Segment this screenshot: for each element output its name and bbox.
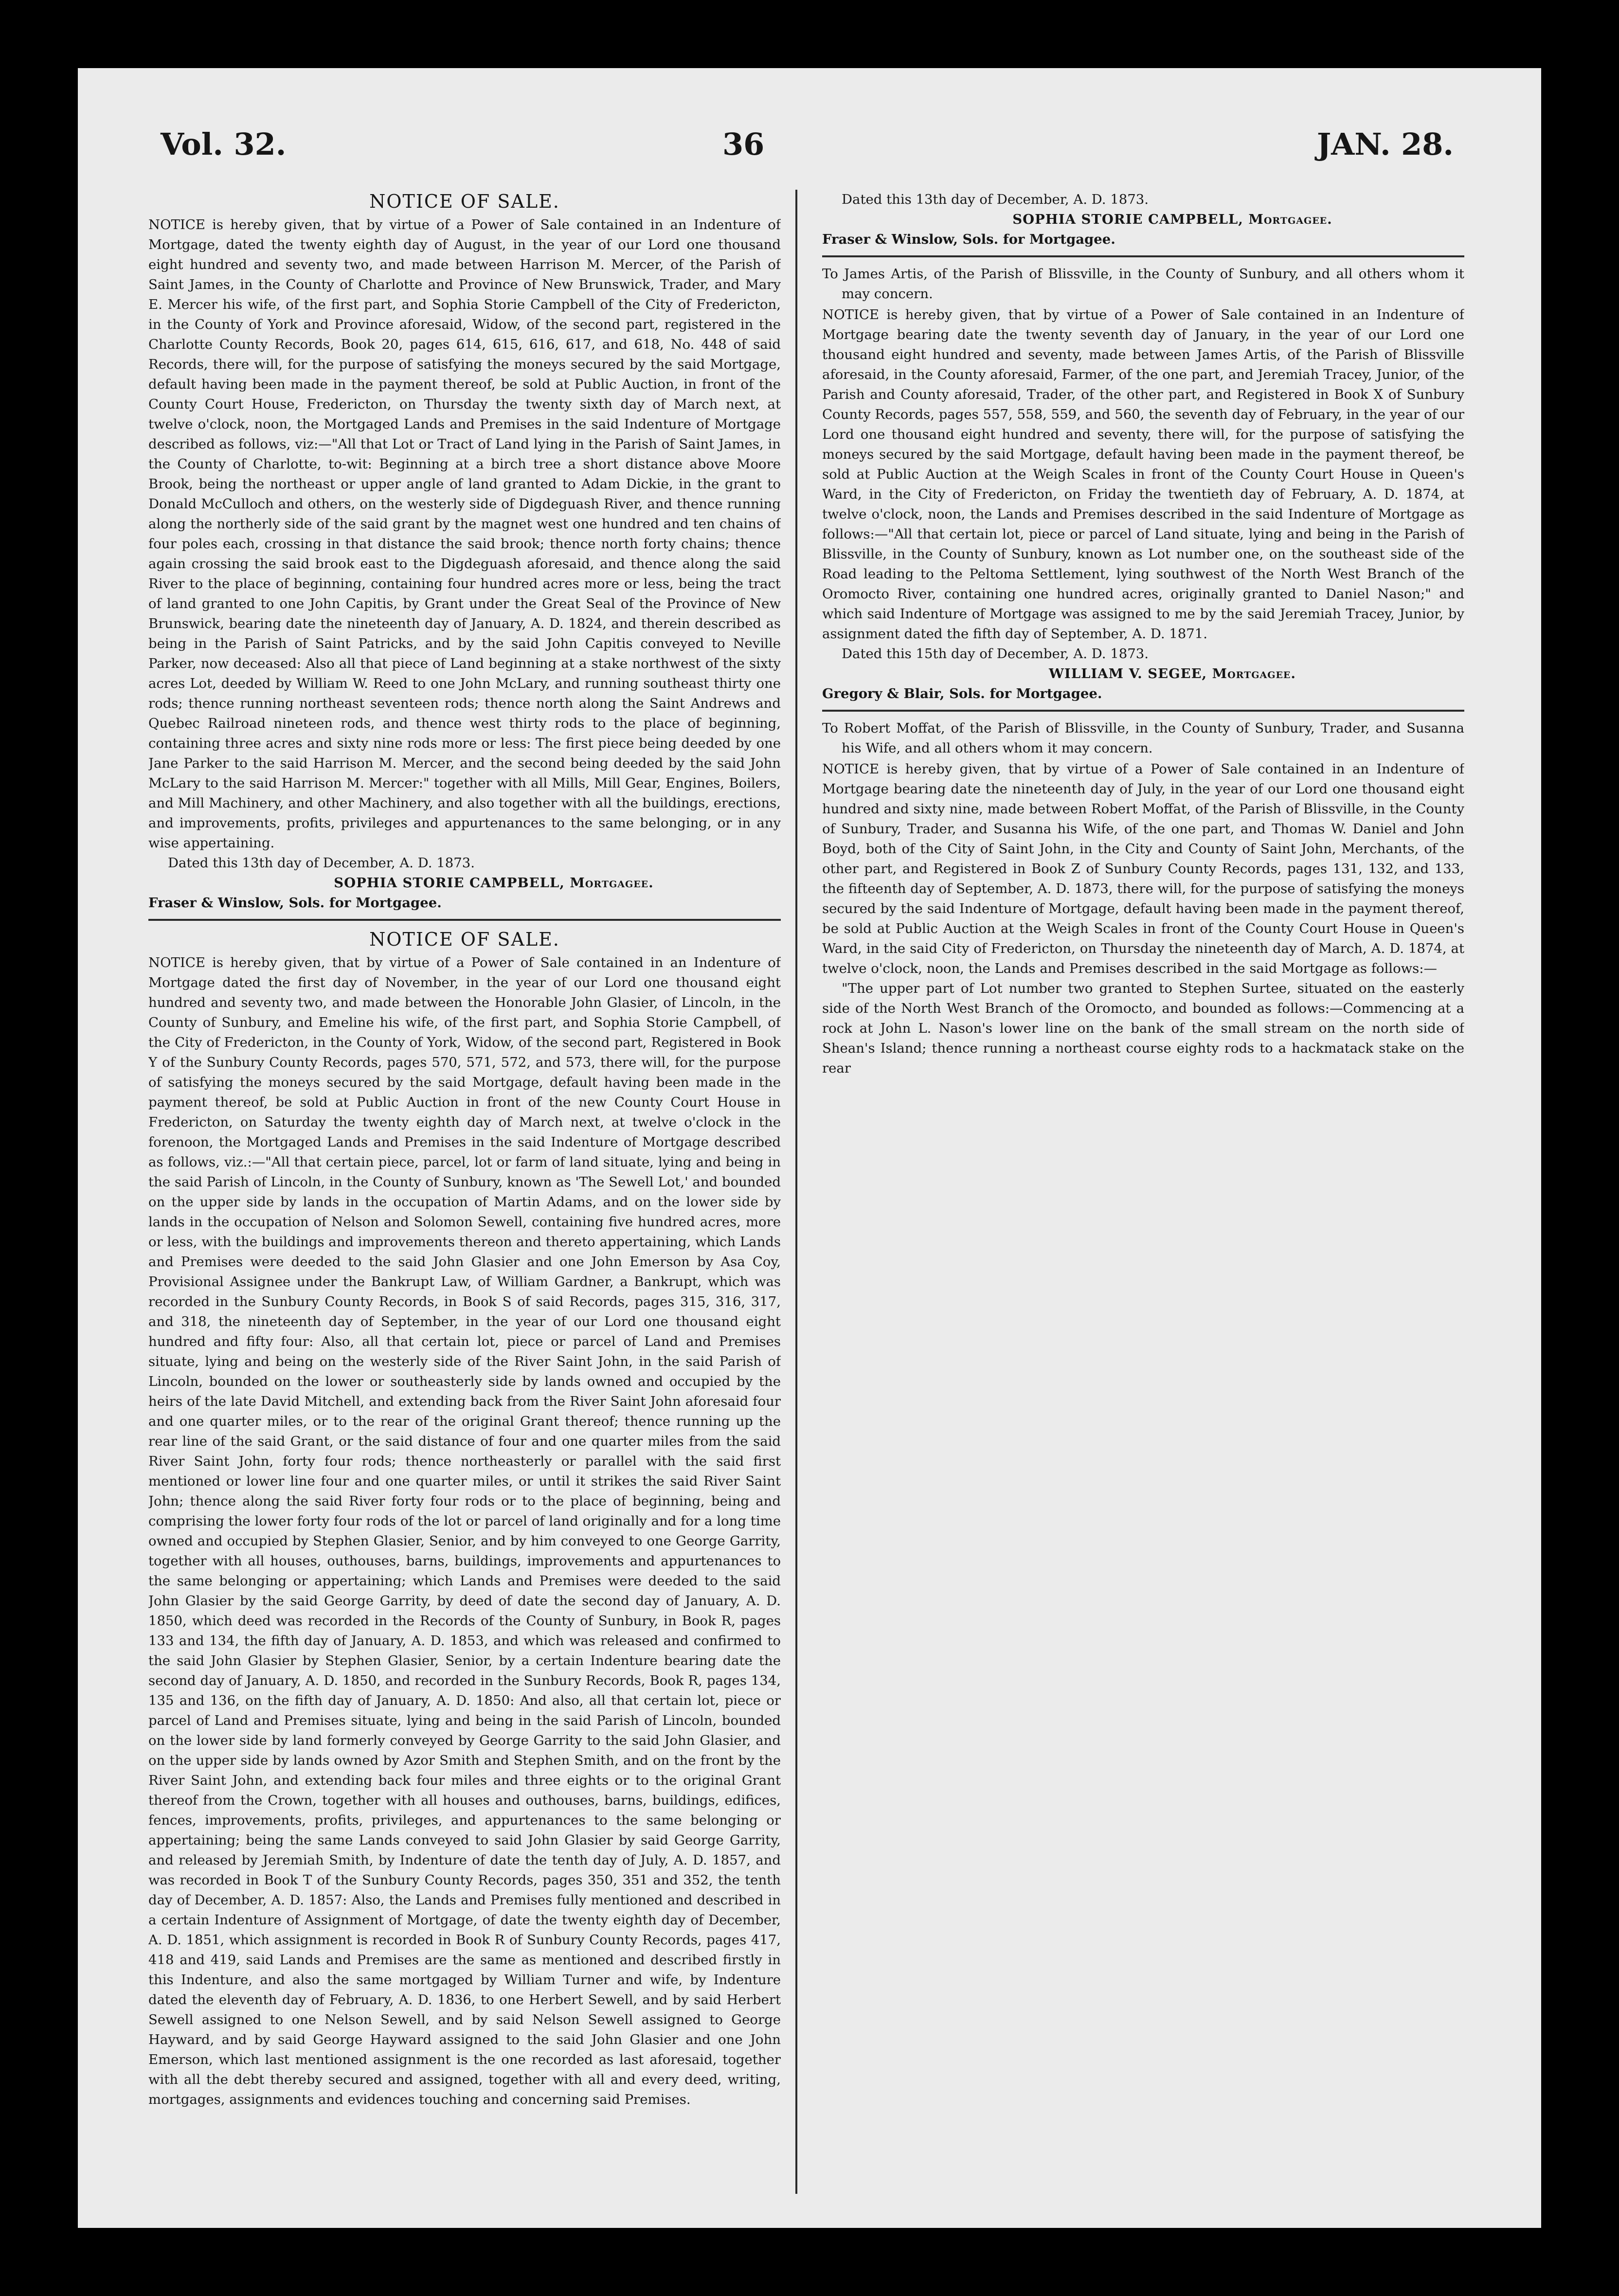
- newspaper-page: [78, 68, 1541, 2228]
- notice-solicitors: Fraser & Winslow, Sols. for Mortgagee.: [148, 895, 442, 911]
- notice-dated: Dated this 15th day of December, A. D. 1873.: [842, 646, 1149, 662]
- notice-of-sale-2: [148, 928, 781, 2110]
- page-number: 36: [722, 126, 765, 162]
- right-column: [822, 190, 1464, 2199]
- notice-separator: [822, 255, 1464, 257]
- notice-moffat: [822, 718, 1464, 1078]
- notice-title: NOTICE OF SALE.: [369, 191, 560, 212]
- notice-of-sale-1: [148, 190, 781, 913]
- notice-body: NOTICE is hereby given, that by virtue of a Power of Sale contained in an Indenture of Mortgage, dated the twenty eighth day of August, in the year of our Lord one thousand eight hundred and seventy two, and made between Harrison M. Mercer, of the Parish of Saint James, in the County of Charlotte and Province of New Brunswick, Trader, and Mary E. Mercer his wife, of the first part, and Sophia Storie Campbell of the City of Fredericton, in the County of York and Province aforesaid, Widow, of the second part, registered in the Charlotte County Records, Book 20, pages 614, 615, 616, 617, and 618, No. 448 of said Records, there will, for the purpose of satisfying the moneys secured by the said Mortgage, default having been made in the payment thereof, be sold at Public Auction, in front of the County Court House, Fredericton, on Thursday the twenty sixth day of March next, at twelve o'clock, noon, the Mortgaged Lands and Premises in the said Indenture of Mortgage described as follows, viz:—"All that Lot or Tract of Land lying in the Parish of Saint James, in the County of Charlotte, to-wit: Beginning at a birch tree a short distance above Moore Brook, being the northeast or upper angle of land granted to Adam Dickie, in the grant to Donald McCulloch and others, on the westerly side of Digdeguash River, and thence running along the northerly side of the said grant by the magnet west one hundred and ten chains of four poles each, crossing in that distance the said brook; thence north forty chains; thence again crossing the said brook east to the Digdeguash aforesaid, and thence along the said River to the place of beginning, containing four hundred acres more or less, being the tract of land granted to one John Capitis, by Grant under the Great Seal of the Province of New Brunswick, bearing date the nineteenth day of January, A. D. 1824, and therein described as being in the Parish of Saint Patricks, and by the said John Capitis conveyed to Neville Parker, now deceased: Also all that piece of Land beginning at a stake northwest of the sixty acres Lot, deeded by William W. Reed to one John McLary, and running southeast thirty one rods; thence running northeast seventeen rods; thence north along the Saint Andrews and Quebec Railroad nineteen rods, and thence west thirty rods to the place of beginning, containing three acres and sixty nine rods more or less: The first piece being deeded by one Jane Parker to the said Harrison M. Mercer, and the second being deeded by the said John McLary to the said Harrison M. Mercer:" together with all Mills, Mill Gear, Engines, Boilers, and Mill Machinery, and other Machinery, and also together with all the buildings, erections, and improvements, profits, privileges and appurtenances to the same belonging, or in any wise appertaining.: [148, 217, 781, 851]
- notice-body: NOTICE is hereby given, that by virtue of a Power of Sale contained in an Indenture of Mortgage dated the first day of November, in the year of our Lord one thousand eight hundred and seventy two, and made between the Honorable John Glasier, of Lincoln, in the County of Sunbury, and Emeline his wife, of the first part, and Sophia Storie Campbell, of the City of Fredericton, in the County of York, Widow, of the second part, Registered in Book Y of the Sunbury County Records, pages 570, 571, 572, and 573, there will, for the purpose of satisfying the moneys secured by the said Mortgage, default having been made in the payment thereof, be sold at Public Auction in front of the new County Court House in Fredericton, on Saturday the twenty eighth day of March next, at twelve o'clock in the forenoon, the Mortgaged Lands and Premises in the said Indenture of Mortgage described as follows, viz.:—"All that certain piece, parcel, lot or farm of land situate, lying and being in the said Parish of Lincoln, in the County of Sunbury, known as 'The Sewell Lot,' and bounded on the upper side by lands in the occupation of Martin Adams, and on the lower side by lands in the occupation of Nelson and Solomon Sewell, containing five hundred acres, more or less, with the buildings and improvements thereon and thereto appertaining, which Lands and Premises were deeded to the said John Glasier and one John Emerson by Asa Coy, Provisional Assignee under the Bankrupt Law, of William Gardner, a Bankrupt, which was recorded in the Sunbury County Records, in Book S of said Records, pages 315, 316, 317, and 318, the nineteenth day of September, in the year of our Lord one thousand eight hundred and fifty four: Also, all that certain lot, piece or parcel of Land and Premises situate, lying and being on the westerly side of the River Saint John, in the said Parish of Lincoln, bounded on the lower or southeasterly side by lands owned and occupied by the heirs of the late David Mitchell, and extending back from the River Saint John aforesaid four and one quarter miles, or to the rear of the original Grant thereof; thence running up the rear line of the said Grant, or the said distance of four and one quarter miles from the said River Saint John, forty four rods; thence northeasterly or parallel with the said first mentioned or lower line four and one quarter miles, or until it strikes the said River Saint John; thence along the said River forty four rods or to the place of beginning, being and comprising the lower forty four rods of the lot or parcel of land originally and for a long time owned and occupied by Stephen Glasier, Senior, and by him conveyed to one George Garrity, together with all houses, outhouses, barns, buildings, improvements and appurtenances to the same belonging or appertaining; which Lands and Premises were deeded to the said John Glasier by the said George Garrity, by deed of date the second day of January, A. D. 1850, which deed was recorded in the Records of the County of Sunbury, in Book R, pages 133 and 134, the fifth day of January, A. D. 1853, and which was released and confirmed to the said John Glasier by Stephen Glasier, Senior, by a certain Indenture bearing date the second day of January, A. D. 1850, and recorded in the Sunbury Records, Book R, pages 134, 135 and 136, on the fifth day of January, A. D. 1850: And also, all that certain lot, piece or parcel of Land and Premises situate, lying and being in the said Parish of Lincoln, bounded on the lower side by land formerly conveyed by George Garrity to the said John Glasier, and on the upper side by lands owned by Azor Smith and Stephen Smith, and on the front by the River Saint John, and extending back four miles and three eights or to the original Grant thereof from the Crown, together with all houses and outhouses, barns, buildings, edifices, fences, improvements, profits, privileges, and appurtenances to the same belonging or appertaining; being the same Lands conveyed to said John Glasier by said George Garrity, and released by Jeremiah Smith, by Indenture of date the tenth day of July, A. D. 1857, and was recorded in Book T of the Sunbury County Records, pages 350, 351 and 352, the tenth day of December, A. D. 1857: Also, the Lands and Premises fully mentioned and described in a certain Indenture of Assignment of Mortgage, of date the twenty eighth day of December, A. D. 1851, which assignment is recorded in Book R of Sunbury County Records, pages 417, 418 and 419, said Lands and Premises are the same as mentioned and described firstly in this Indenture, and also the same mortgaged by William Turner and wife, by Indenture dated the eleventh day of February, A. D. 1836, to one Herbert Sewell, and by said Herbert Sewell assigned to one Nelson Sewell, and by said Nelson Sewell assigned to George Hayward, and by said George Hayward assigned to the said John Glasier and one John Emerson, which last mentioned assignment is the one recorded as last aforesaid, together with all the debt thereby secured and assigned, together with all and every deed, writing, mortgages, assignments and evidences touching and concerning said Premises.: [148, 955, 781, 2107]
- notice-artis: [822, 264, 1464, 704]
- notice-dated: Dated this 13th day of December, A. D. 1873.: [842, 192, 1149, 207]
- notice-addressee: To James Artis, of the Parish of Blissville, in the County of Sunbury, and all others whom it may concern.: [822, 266, 1464, 302]
- notice-of-sale-2-continued: [822, 190, 1464, 250]
- notice-signer: SOPHIA STORIE CAMPBELL, Mortgagee.: [1012, 212, 1332, 227]
- left-column: [148, 190, 781, 2199]
- column-divider: [795, 190, 797, 2194]
- notice-title: NOTICE OF SALE.: [369, 929, 560, 950]
- notice-solicitors: Gregory & Blair, Sols. for Mortgagee.: [822, 686, 1102, 701]
- notice-dated: Dated this 13th day of December, A. D. 1873.: [168, 855, 475, 871]
- notice-addressee: To Robert Moffat, of the Parish of Blissville, in the County of Sunbury, Trader, and Susanna his Wife, and all others whom it may concern.: [822, 720, 1464, 756]
- notice-body: NOTICE is hereby given, that by virtue of a Power of Sale contained in an Indenture of Mortgage bearing date the twenty seventh day of January, in the year of our Lord one thousand eight hundred and seventy, made between James Artis, of the Parish of Blissville aforesaid, in the County aforesaid, Farmer, of the one part, and Jeremiah Tracey, Junior, of the Parish and County aforesaid, Trader, of the other part, and Registered in Book X of Sunbury County Records, pages 557, 558, 559, and 560, the seventh day of February, in the year of our Lord one thousand eight hundred and seventy, there will, for the purpose of satisfying the moneys secured by the said Mortgage, default having been made in the payment thereof, be sold at Public Auction at the Weigh Scales in front of the County Court House in Queen's Ward, in the City of Fredericton, on Friday the twentieth day of February, A. D. 1874, at twelve o'clock, noon, the Lands and Premises described in the said Indenture of Mortgage as follows:—"All that certain lot, piece or parcel of Land situate, lying and being in the Parish of Blissville, in the County of Sunbury, known as Lot number one, on the southeast side of the Road leading to the Peltoma Settlement, lying southwest of the North West Branch of the Oromocto River, containing one hundred acres, originally granted to Daniel Nason;" and which said Indenture of Mortgage was assigned to me by the said Jeremiah Tracey, Junior, by assignment dated the fifth day of September, A. D. 1871.: [822, 307, 1464, 642]
- issue-date: JAN. 28.: [1316, 126, 1454, 162]
- notice-separator: [148, 919, 781, 921]
- notice-solicitors: Fraser & Winslow, Sols. for Mortgagee.: [822, 232, 1115, 247]
- notice-signer: WILLIAM V. SEGEE, Mortgagee.: [1048, 666, 1296, 682]
- notice-body: NOTICE is hereby given, that by virtue of a Power of Sale contained in an Indenture of Mortgage bearing date the nineteenth day of July, in the year of our Lord one thousand eight hundred and sixty nine, made between Robert Moffat, of the Parish of Blissville, in the County of Sunbury, Trader, and Susanna his Wife, of the one part, and Thomas W. Daniel and John Boyd, both of the City of Saint John, in the City and County of Saint John, Merchants, of the other part, and Registered in Book Z of Sunbury County Records, pages 131, 132, and 133, the fifteenth day of September, A. D. 1873, there will, for the purpose of satisfying the moneys secured by the said Indenture of Mortgage, default having been made in the payment thereof, be sold at Public Auction at the Weigh Scales in front of the County Court House in Queen's Ward, in the said City of Fredericton, on Thursday the nineteenth day of March, A. D. 1874, at twelve o'clock, noon, the Lands and Premises described in the said Mortgage as follows:—: [822, 761, 1464, 976]
- notice-separator: [822, 710, 1464, 712]
- notice-signer: SOPHIA STORIE CAMPBELL, Mortgagee.: [334, 875, 654, 891]
- volume-number: Vol. 32.: [161, 126, 287, 162]
- notice-body-continued: "The upper part of Lot number two granted to Stephen Surtee, situated on the easterly side of the North West Branch of the Oromocto, and bounded as follows:—Commencing at a rock at John L. Nason's lower line on the bank of the small stream on the north side of Shean's Island; thence running a northeast course eighty rods to a hackmatack stake on the rear: [822, 981, 1464, 1076]
